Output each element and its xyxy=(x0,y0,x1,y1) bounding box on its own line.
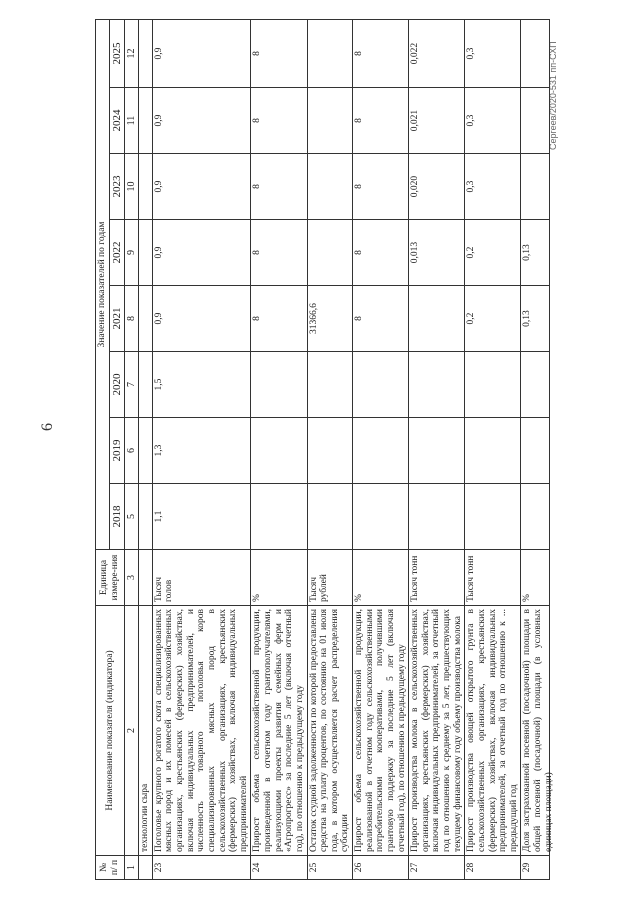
table-row xyxy=(353,20,409,880)
row-number: 26 xyxy=(353,856,409,880)
indicator-name: Поголовье крупного рогатого скота специализированных мясных пород и их помесей в сельскохозяйственных организациях, крестьянских (фермерских) хозяйствах, включая индивидуальных предпринимателей, и численность товарного поголовья коров специализированных мясных пород в сельскохозяйственных организациях, крестьянских (фермерских) хозяйствах, включая индивидуальных предпринимателей xyxy=(152,606,251,856)
value-cell xyxy=(465,352,521,418)
index-cell: 12 xyxy=(124,20,138,88)
value-cell xyxy=(139,20,153,88)
value-cell: 0,13 xyxy=(521,220,550,286)
value-cell xyxy=(409,418,465,484)
unit-cell: Тысяч тонн xyxy=(409,550,465,606)
value-cell: 0,9 xyxy=(152,20,251,88)
value-cell: 8 xyxy=(251,154,307,220)
unit-cell: Тысяч тонн xyxy=(465,550,521,606)
indicator-name: Остаток ссудной задолженности по которой предоставлены средства на уплату процентов, по состоянию на 01 июля года, в котором осуществляется расчет распределения субсидии xyxy=(307,606,353,856)
value-cell xyxy=(139,154,153,220)
row-number xyxy=(139,856,153,880)
table-row xyxy=(139,20,153,880)
value-cell: 8 xyxy=(251,220,307,286)
index-cell: 2 xyxy=(124,606,138,856)
table-row xyxy=(251,20,307,880)
rotated-table-block xyxy=(95,20,595,880)
year-header: 2020 xyxy=(109,352,124,418)
indicator-name-text: Доля застрахованной посевной (посадочной) площади в общей посевной (посадочной) площади (в условных единицах площади) xyxy=(522,609,554,852)
value-cell xyxy=(139,352,153,418)
value-cell: 0,020 xyxy=(409,154,465,220)
year-header: 2023 xyxy=(109,154,124,220)
value-cell: 0,13 xyxy=(521,286,550,352)
value-cell: 0,3 xyxy=(465,88,521,154)
value-cell xyxy=(307,20,353,88)
unit-cell xyxy=(139,550,153,606)
col-unit-header: Единица измере-ния xyxy=(96,550,125,606)
index-cell: 10 xyxy=(124,154,138,220)
year-header: 2019 xyxy=(109,418,124,484)
value-cell: 1,3 xyxy=(152,418,251,484)
value-cell xyxy=(465,484,521,550)
indicator-name: Прирост объема сельскохозяйственной продукции, произведенной в отчетном году грантополучателями, реализующими проекты развития семейных ферм и «Агропрогресс» за последние 5 лет (включая отчетный год), по отношению к предыдущему году xyxy=(251,606,307,856)
value-cell xyxy=(521,20,550,88)
value-cell: 8 xyxy=(251,286,307,352)
value-cell: 0,2 xyxy=(465,286,521,352)
year-header: 2025 xyxy=(109,20,124,88)
year-header: 2018 xyxy=(109,484,124,550)
value-cell xyxy=(139,220,153,286)
index-cell: 6 xyxy=(124,418,138,484)
value-cell xyxy=(409,484,465,550)
document-stamp: Сергеев/2020-531 пп-СХП xyxy=(548,41,558,150)
value-cell: 8 xyxy=(353,286,409,352)
indicator-name: Прирост производства молока в сельскохозяйственных организациях, крестьянских (фермерских) хозяйствах, включая индивидуальных предпринимателей, за отчетный год по отношению к среднему за 5 лет, предшествующих текущему финансовому году объему производства молока xyxy=(409,606,465,856)
value-cell xyxy=(409,352,465,418)
header-row-1 xyxy=(96,20,110,880)
table-row xyxy=(521,20,550,880)
table-row xyxy=(409,20,465,880)
value-cell xyxy=(139,286,153,352)
table-row xyxy=(152,20,251,880)
unit-cell: % xyxy=(353,550,409,606)
value-cell xyxy=(139,484,153,550)
value-cell: 0,3 xyxy=(465,20,521,88)
unit-cell: Тысяч голов xyxy=(152,550,251,606)
value-cell: 0,2 xyxy=(465,220,521,286)
col-name-header: Наименование показателя (индикатора) xyxy=(96,606,125,856)
value-cell xyxy=(521,154,550,220)
row-number: 24 xyxy=(251,856,307,880)
value-cell xyxy=(353,484,409,550)
value-cell xyxy=(521,352,550,418)
value-cell: 0,9 xyxy=(152,286,251,352)
row-number: 28 xyxy=(465,856,521,880)
value-cell: 0,022 xyxy=(409,20,465,88)
value-cell: 0,9 xyxy=(152,154,251,220)
value-cell xyxy=(465,418,521,484)
indicator-name xyxy=(521,606,554,856)
value-cell: 0,9 xyxy=(152,88,251,154)
value-cell xyxy=(521,88,550,154)
value-cell: 31366,6 xyxy=(307,286,353,352)
year-header: 2022 xyxy=(109,220,124,286)
table-row xyxy=(465,20,521,880)
value-cell xyxy=(307,352,353,418)
value-cell: 0,9 xyxy=(152,220,251,286)
value-cell xyxy=(307,220,353,286)
value-cell xyxy=(521,418,550,484)
value-cell xyxy=(307,154,353,220)
value-cell: 1,1 xyxy=(152,484,251,550)
indicator-name: Прирост производства овощей открытого грунта в сельскохозяйственных организациях, крестьянских (фермерских) хозяйствах, включая индивидуальных предпринимателей, за отчетный год по отношению к ... предыдущий год xyxy=(465,606,521,856)
row-number: 27 xyxy=(409,856,465,880)
unit-cell: % xyxy=(251,550,307,606)
index-cell: 8 xyxy=(124,286,138,352)
value-cell: 0,013 xyxy=(409,220,465,286)
value-cell xyxy=(307,484,353,550)
index-cell: 7 xyxy=(124,352,138,418)
table-row xyxy=(307,20,353,880)
value-cell xyxy=(251,352,307,418)
value-cell xyxy=(251,418,307,484)
value-cell: 8 xyxy=(353,154,409,220)
year-header: 2024 xyxy=(109,88,124,154)
indicator-name: Прирост объема сельскохозяйственной продукции, реализованной в отчетном году сельскохозяйственными потребительскими кооперативами, получившими грантовую поддержку за последние 5 лет (включая отчетный год), по отношению к предыдущему году xyxy=(353,606,409,856)
row-number: 23 xyxy=(152,856,251,880)
index-row xyxy=(124,20,138,880)
value-cell xyxy=(353,418,409,484)
value-cell: 8 xyxy=(353,20,409,88)
value-cell: 1,5 xyxy=(152,352,251,418)
value-cell: 8 xyxy=(251,88,307,154)
value-cell: 8 xyxy=(353,88,409,154)
unit-cell: % xyxy=(521,550,550,606)
value-cell xyxy=(521,484,550,550)
index-cell: 1 xyxy=(124,856,138,880)
value-cell xyxy=(307,88,353,154)
value-cell xyxy=(251,484,307,550)
index-cell: 11 xyxy=(124,88,138,154)
row-number: 25 xyxy=(307,856,353,880)
indicator-name: технологии сыра xyxy=(139,606,153,856)
value-cell xyxy=(409,286,465,352)
col-num-header: № п/ п xyxy=(96,856,125,880)
value-cell: 0,021 xyxy=(409,88,465,154)
page-number: 6 xyxy=(39,423,56,431)
index-cell: 5 xyxy=(124,484,138,550)
row-number: 29 xyxy=(521,856,550,880)
value-cell: 8 xyxy=(353,220,409,286)
unit-cell: Тысяч рублей xyxy=(307,550,353,606)
value-cell xyxy=(139,88,153,154)
value-cell xyxy=(353,352,409,418)
index-cell: 9 xyxy=(124,220,138,286)
year-header: 2021 xyxy=(109,286,124,352)
value-cell: 0,3 xyxy=(465,154,521,220)
value-cell xyxy=(139,418,153,484)
value-cell: 8 xyxy=(251,20,307,88)
index-cell: 3 xyxy=(124,550,138,606)
value-cell xyxy=(307,418,353,484)
col-values-header: Значение показателей по годам xyxy=(96,20,110,550)
